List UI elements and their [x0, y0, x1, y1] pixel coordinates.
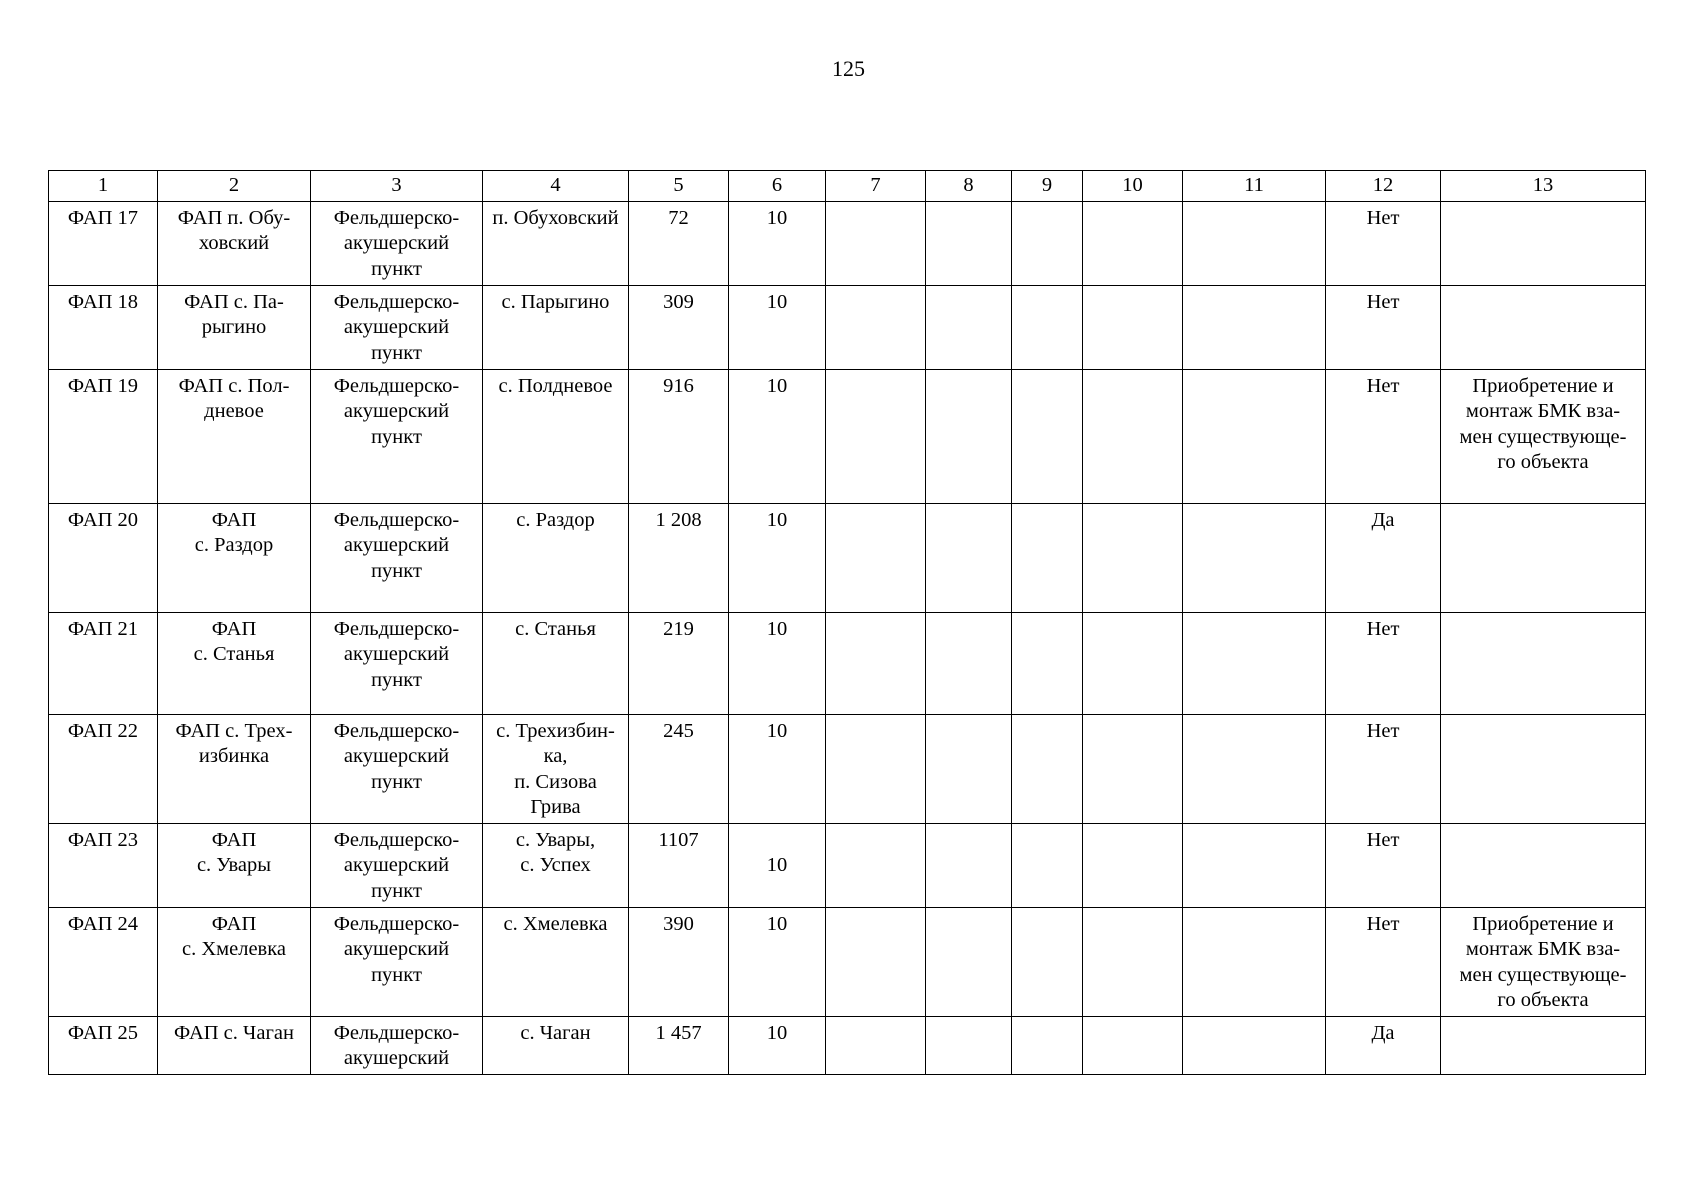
table-cell: с. Трехизбин- ка, п. Сизова Грива: [483, 714, 629, 823]
table-cell: Нет: [1326, 714, 1441, 823]
column-header: 12: [1326, 171, 1441, 202]
table-cell: [826, 201, 926, 285]
table-cell: [826, 369, 926, 503]
table-cell: 1 457: [629, 1016, 729, 1074]
table-cell: [1083, 612, 1183, 714]
table-cell: ФАП 21: [49, 612, 158, 714]
table-cell: [1083, 201, 1183, 285]
table-cell: 10: [729, 612, 826, 714]
table-cell: Фельдшерско- акушерский пункт: [311, 201, 483, 285]
table-cell: [1441, 1016, 1646, 1074]
table-cell: Фельдшерско- акушерский пункт: [311, 823, 483, 907]
table-cell: [1441, 714, 1646, 823]
table-cell: [1083, 907, 1183, 1016]
table-cell: 10: [729, 714, 826, 823]
table-cell: ФАП 22: [49, 714, 158, 823]
column-header: 2: [158, 171, 311, 202]
table-cell: ФАП п. Обу- ховский: [158, 201, 311, 285]
table-cell: [926, 503, 1012, 612]
table-cell: 10: [729, 369, 826, 503]
table-cell: 219: [629, 612, 729, 714]
column-header: 8: [926, 171, 1012, 202]
table-cell: Приобретение и монтаж БМК вза- мен существующе- го объекта: [1441, 907, 1646, 1016]
table-cell: ФАП 17: [49, 201, 158, 285]
table-cell: Да: [1326, 1016, 1441, 1074]
table-cell: [1441, 503, 1646, 612]
table-cell: Приобретение и монтаж БМК вза- мен существующе- го объекта: [1441, 369, 1646, 503]
table-cell: ФАП 19: [49, 369, 158, 503]
table-cell: [1183, 369, 1326, 503]
table-cell: [926, 714, 1012, 823]
table-cell: [1012, 1016, 1083, 1074]
table-cell: 1 208: [629, 503, 729, 612]
table-cell: 10: [729, 907, 826, 1016]
table-cell: Да: [1326, 503, 1441, 612]
table-cell: с. Парыгино: [483, 285, 629, 369]
column-header: 5: [629, 171, 729, 202]
table-cell: [926, 612, 1012, 714]
table-cell: [926, 907, 1012, 1016]
table-cell: [1183, 714, 1326, 823]
table-cell: [1012, 714, 1083, 823]
column-header: 3: [311, 171, 483, 202]
table-cell: ФАП 23: [49, 823, 158, 907]
table-cell: Нет: [1326, 823, 1441, 907]
table-row: [49, 907, 1646, 1016]
table-cell: [1183, 612, 1326, 714]
table-cell: 916: [629, 369, 729, 503]
table-cell: [1183, 201, 1326, 285]
table-cell: 309: [629, 285, 729, 369]
table-cell: [826, 714, 926, 823]
table-cell: п. Обуховский: [483, 201, 629, 285]
table-cell: [1083, 369, 1183, 503]
table-cell: [826, 1016, 926, 1074]
table-row: [49, 1016, 1646, 1074]
table-cell: [826, 612, 926, 714]
column-header: 13: [1441, 171, 1646, 202]
table-cell: 10: [729, 503, 826, 612]
table-cell: [1012, 285, 1083, 369]
table-cell: [926, 1016, 1012, 1074]
column-header: 10: [1083, 171, 1183, 202]
table-cell: ФАП с. Чаган: [158, 1016, 311, 1074]
table-cell: [1012, 907, 1083, 1016]
table-cell: ФАП с. Пол- дневое: [158, 369, 311, 503]
table-cell: Нет: [1326, 612, 1441, 714]
table-cell: Фельдшерско- акушерский пункт: [311, 369, 483, 503]
table-cell: ФАП 24: [49, 907, 158, 1016]
table-cell: Нет: [1326, 907, 1441, 1016]
table-cell: [1012, 369, 1083, 503]
table-cell: с. Хмелевка: [483, 907, 629, 1016]
table-cell: [1083, 285, 1183, 369]
table-cell: ФАП с. Раздор: [158, 503, 311, 612]
table-cell: ФАП 25: [49, 1016, 158, 1074]
column-header: 1: [49, 171, 158, 202]
table-cell: [1183, 285, 1326, 369]
table-cell: Нет: [1326, 201, 1441, 285]
table-cell: Фельдшерско- акушерский пункт: [311, 503, 483, 612]
table-cell: с. Станья: [483, 612, 629, 714]
table-row: [49, 201, 1646, 285]
table-cell: ФАП с. Трех- избинка: [158, 714, 311, 823]
table-cell: 10: [729, 1016, 826, 1074]
table-cell: ФАП 20: [49, 503, 158, 612]
table-cell: 10: [729, 823, 826, 907]
table-cell: 10: [729, 201, 826, 285]
table-cell: ФАП с. Увары: [158, 823, 311, 907]
table-row: [49, 369, 1646, 503]
table-cell: Фельдшерско- акушерский пункт: [311, 285, 483, 369]
table-cell: с. Полдневое: [483, 369, 629, 503]
table-row: [49, 714, 1646, 823]
table-cell: [1183, 1016, 1326, 1074]
table-row: [49, 612, 1646, 714]
table-cell: [1012, 823, 1083, 907]
table-cell: с. Чаган: [483, 1016, 629, 1074]
table-cell: [1012, 612, 1083, 714]
table-cell: [826, 285, 926, 369]
table-cell: с. Увары, с. Успех: [483, 823, 629, 907]
table-cell: Фельдшерско- акушерский пункт: [311, 612, 483, 714]
table-cell: ФАП 18: [49, 285, 158, 369]
table-cell: [826, 907, 926, 1016]
table-cell: [1441, 285, 1646, 369]
table-cell: Нет: [1326, 369, 1441, 503]
table-cell: [1012, 503, 1083, 612]
table-cell: [826, 503, 926, 612]
table-cell: с. Раздор: [483, 503, 629, 612]
table-cell: [926, 369, 1012, 503]
table-cell: [926, 201, 1012, 285]
table-cell: [1083, 1016, 1183, 1074]
table-cell: [1083, 503, 1183, 612]
table-cell: [1083, 714, 1183, 823]
table-body: [49, 201, 1646, 1074]
column-header: 11: [1183, 171, 1326, 202]
table-cell: [1183, 823, 1326, 907]
table-cell: 10: [729, 285, 826, 369]
column-header: 7: [826, 171, 926, 202]
column-header: 4: [483, 171, 629, 202]
table-cell: 1107: [629, 823, 729, 907]
table-row: [49, 285, 1646, 369]
table-cell: Фельдшерско- акушерский пункт: [311, 907, 483, 1016]
header-row: [49, 171, 1646, 202]
table-cell: [926, 823, 1012, 907]
facility-table: [48, 170, 1646, 1075]
table-cell: ФАП с. Па- рыгино: [158, 285, 311, 369]
table-row: [49, 823, 1646, 907]
table-cell: 72: [629, 201, 729, 285]
table-header: [49, 171, 1646, 202]
table-cell: 390: [629, 907, 729, 1016]
table-cell: [1083, 823, 1183, 907]
table-cell: [926, 285, 1012, 369]
table-cell: 245: [629, 714, 729, 823]
column-header: 9: [1012, 171, 1083, 202]
table-cell: Фельдшерско- акушерский пункт: [311, 714, 483, 823]
table-cell: [826, 823, 926, 907]
table-cell: [1441, 612, 1646, 714]
table-cell: [1441, 823, 1646, 907]
table-cell: Нет: [1326, 285, 1441, 369]
table-cell: ФАП с. Хмелевка: [158, 907, 311, 1016]
table-cell: [1183, 503, 1326, 612]
table-cell: [1183, 907, 1326, 1016]
table-cell: [1441, 201, 1646, 285]
table-cell: Фельдшерско- акушерский: [311, 1016, 483, 1074]
page-number: 125: [832, 56, 865, 81]
column-header: 6: [729, 171, 826, 202]
table-cell: [1012, 201, 1083, 285]
table-cell: ФАП с. Станья: [158, 612, 311, 714]
table-row: [49, 503, 1646, 612]
